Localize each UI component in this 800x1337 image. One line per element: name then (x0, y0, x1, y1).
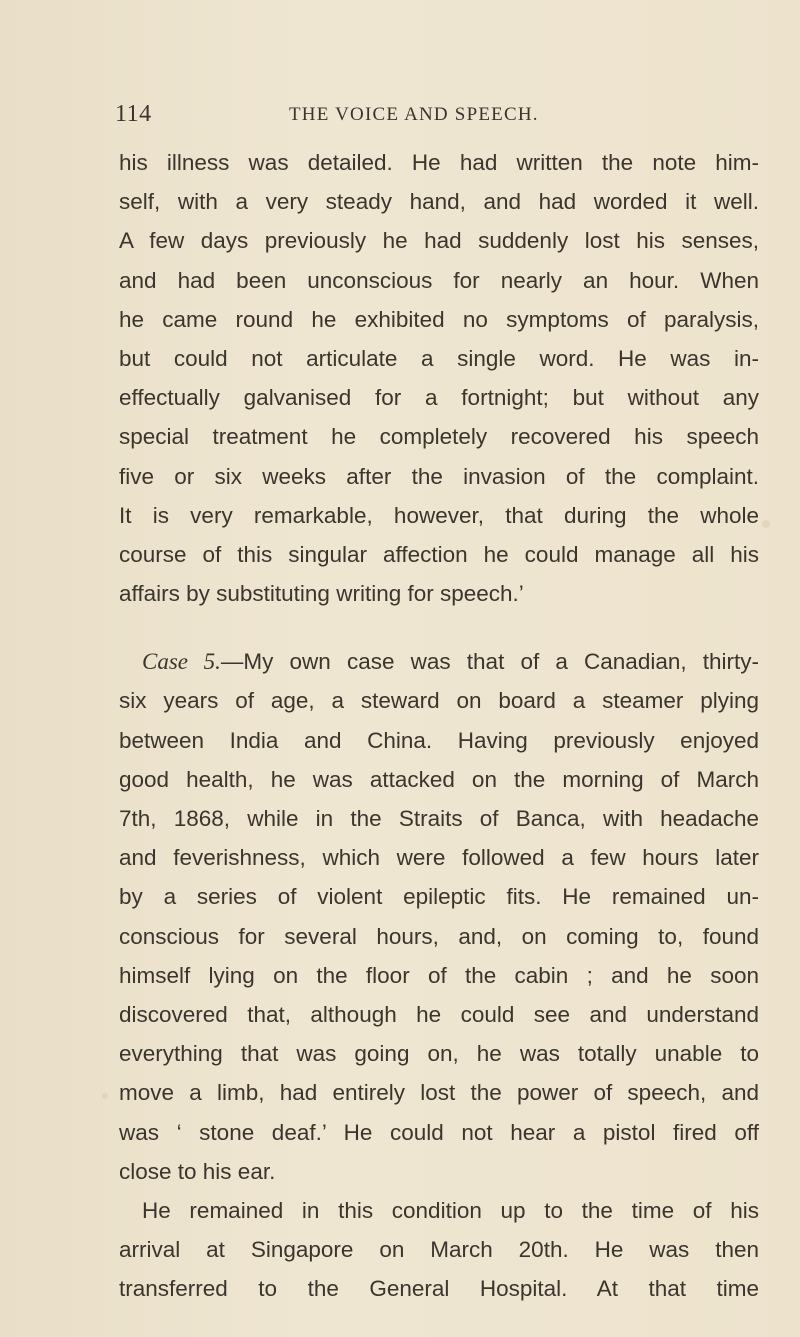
text-line: by a series of violent epileptic fits. He remained un- (119, 884, 759, 910)
text-line: affairs by substituting writing for speech.’ (119, 581, 524, 607)
text-line: between India and China. Having previously enjoyed (119, 727, 759, 753)
paper-stain (762, 520, 770, 528)
paragraph-1 (119, 143, 759, 613)
paragraph-2 (119, 642, 759, 1191)
text-line: he came round he exhibited no symptoms of paralysis, (119, 306, 759, 332)
text-line: discovered that, although he could see and understand (119, 1001, 759, 1027)
text-line: transferred to the General Hospital. At that time (119, 1276, 759, 1302)
text-line: effectually galvanised for a fortnight; but without any (119, 385, 759, 411)
text-line: 7th, 1868, while in the Straits of Banca, with headache (119, 806, 759, 831)
case-label: Case 5. (142, 649, 221, 675)
case-intro-text: —My own case was that of a Canadian, thirty- (220, 649, 759, 675)
text-line: five or six weeks after the invasion of the complaint. (119, 463, 759, 489)
text-line: everything that was going on, he was totally unable to (119, 1041, 759, 1067)
text-line: conscious for several hours, and, on coming to, found (119, 923, 759, 949)
text-line: close to his ear. (119, 1158, 276, 1184)
text-line: but could not articulate a single word. He was in- (119, 345, 759, 371)
text-line: six years of age, a steward on board a steamer plying (119, 688, 759, 714)
text-line: course of this singular affection he could manage all his (119, 541, 759, 567)
text-line: himself lying on the floor of the cabin ; and he soon (119, 962, 759, 988)
body-text (119, 143, 759, 1308)
text-line (119, 642, 759, 681)
running-head (0, 101, 800, 135)
text-line: and feverishness, which were followed a few hours later (119, 845, 759, 871)
text-line: A few days previously he had suddenly lost his senses, (119, 228, 759, 254)
text-line: He remained in this condition up to the time of his (142, 1197, 759, 1223)
text-line: It is very remarkable, however, that during the whole (119, 502, 759, 528)
page-number: 114 (115, 101, 152, 127)
text-line: arrival at Singapore on March 20th. He was then (119, 1237, 759, 1263)
text-line: and had been unconscious for nearly an hour. When (119, 267, 759, 293)
text-line: was ‘ stone deaf.’ He could not hear a pistol fired off (119, 1119, 759, 1145)
paper-stain (102, 1093, 108, 1099)
text-line: move a limb, had entirely lost the power of speech, and (119, 1080, 759, 1106)
running-title: THE VOICE AND SPEECH. (289, 104, 539, 125)
paragraph-spacer (119, 613, 759, 642)
text-line: special treatment he completely recovered his speech (119, 424, 759, 450)
paragraph-3 (119, 1191, 759, 1309)
text-line: his illness was detailed. He had written the note him- (119, 150, 759, 175)
text-line: good health, he was attacked on the morning of March (119, 766, 759, 792)
text-line: self, with a very steady hand, and had worded it well. (119, 189, 759, 215)
